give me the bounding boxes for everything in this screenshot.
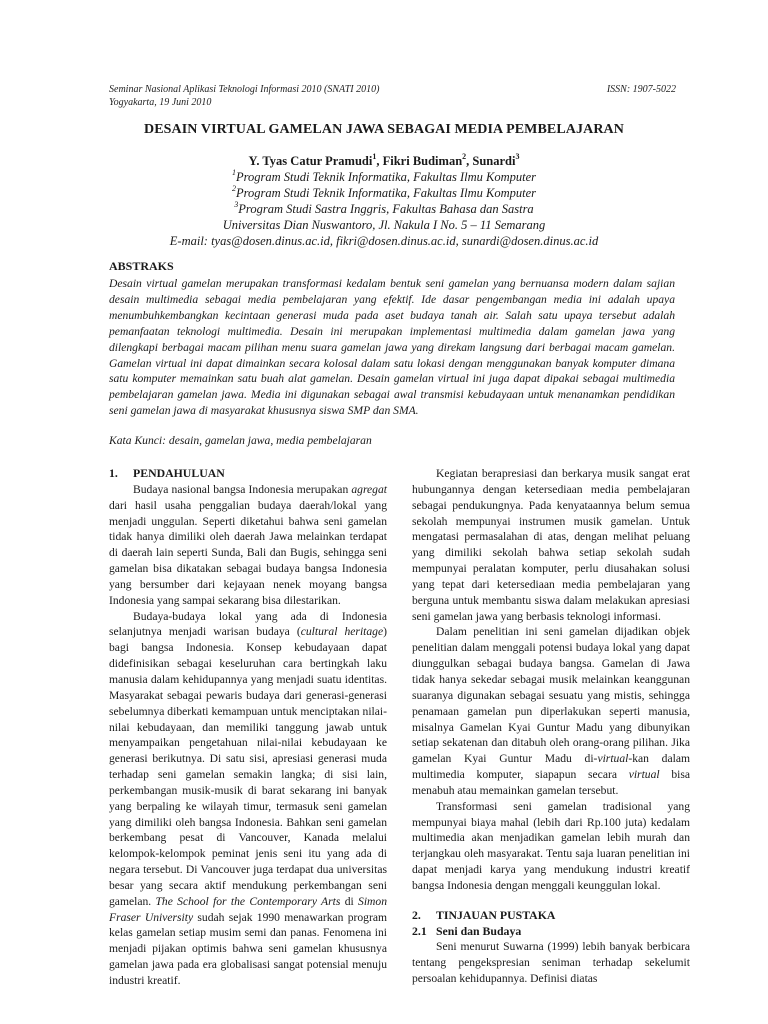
affiliation-3-text: Program Studi Sastra Inggris, Fakultas Bahasa dan Sastra	[238, 202, 534, 216]
author-1: Y. Tyas Catur Pramudi	[248, 154, 373, 168]
intro-paragraph-4	[412, 624, 690, 798]
italic-term: virtual	[597, 752, 629, 766]
subsection-title: Seni dan Budaya	[436, 923, 522, 938]
conference-location-date: Yogyakarta, 19 Juni 2010	[109, 97, 212, 108]
abstract-heading: ABSTRAKS	[109, 259, 174, 273]
intro-paragraph-1	[109, 482, 387, 609]
italic-term: agregat	[351, 482, 387, 496]
text-run: sudah sejak 1990 menawarkan program kelas gamelan setiap musim semi dan panas. Fenomena ini menjadi pijakan optimis bahwa seni gamelan khususnya gamelan jawa pada era globalisasi sangat potensial menuju industri kreatif.	[109, 910, 387, 987]
italic-term: The School for the Contemporary Arts	[155, 894, 341, 908]
text-run: dari hasil usaha penggalian budaya daerah/lokal yang menjadi unggulan. Seperti diketahui bahwa seni gamelan tidak hanya dimiliki oleh daerah Jawa melainkan terdapat di daerah lain seperti Sunda, Bali dan Bugis, sehingga seni gamelan bisa dikatakan sebagai budaya bangsa Indonesia yang bersumber dari kejayaan nenek moyang bangsa Indonesia yang sampai sekarang bisa dilestarikan.	[109, 498, 387, 607]
affiliation-3	[0, 201, 768, 217]
literature-paragraph-1: Seni menurut Suwarna (1999) lebih banyak berbicara tentang pengekspresian seniman terhadap sekelumit persoalan kehidupannya. Definisi diatas	[412, 940, 690, 986]
issn-label: ISSN: 1907-5022	[606, 84, 676, 95]
abstract-text: Desain virtual gamelan merupakan transformasi kedalam bentuk seni gamelan yang bernuansa modern dalam sajian desain multimedia sebagai media pembelajaran yang efektif. Ide dasar pengembangan media ini adalah upaya menumbuhkembangkan kecintaan generasi muda pada aset budaya tanah air. Salah satu upaya tersebut adalah pemanfaatan teknologi multimedia. Desain ini merupakan implementasi multimedia dalam gamelan jawa yang dilengkapi berbagai macam pilihan menu suara gamelan jawa yang direkam langsung dari berbagai macam gamelan. Gamelan virtual ini dapat dimainkan secara kolosal dalam satu lokasi dengan menggunakan banyak komputer dimana satu komputer memainkan satu buah alat gamelan. Desain gamelan virtual ini juga dapat dipakai sebagai multimedia pembelajaran gamelan jawa. Media ini digunakan sebagai awal transmisi kebudayaan untuk menanamkan pendidikan seni gamelan jawa di masyarakat khususnya siswa SMP dan SMA.	[109, 277, 675, 418]
italic-term: Simon Fraser University	[109, 894, 387, 924]
affiliation-1-text: Program Studi Teknik Informatika, Fakultas Ilmu Komputer	[235, 170, 537, 184]
author-1-sup: 1	[372, 151, 377, 161]
affiliation-2-sup: 2	[231, 183, 236, 193]
paper-title: DESAIN VIRTUAL GAMELAN JAWA SEBAGAI MEDIA PEMBELAJARAN	[144, 122, 624, 137]
author-2-sup: 2	[462, 151, 467, 161]
text-run: ) bagi bangsa Indonesia. Konsep kebudayaan dapat didefinisikan sebagai keseluruhan cara bertingkah laku manusia dalam kehidupannya yang menjadi suatu identitas. Masyarakat sebagai pewaris budaya dari generasi-generasi sebelumnya diberkati kemampuan untuk menciptakan nilai-nilai kebudayaan, dan memiliki tanggung jawab untuk menyampaikan pengetahuan nilai-nilai kebudayaan ke generasi berikutnya. Di satu sisi, apresiasi generasi muda terhadap seni gamelan semakin langka; di sisi lain, perkembangan musik-musik di barat sekarang ini banyak yang berpaling ke wilayah timur, termasuk seni gamelan yang dimiliki oleh bangsa Indonesia. Bahkan seni gamelan berkembang pesat di Vancouver, Kanada melalui kelompok-kelompok peminat jenis seni itu yang ada di negara tersebut. Di Vancouver juga terdapat dua universitas besar yang secara aktif mendukung perkembangan seni gamelan.	[109, 625, 388, 908]
section-number: 1.	[109, 466, 118, 480]
affiliation-1-sup: 1	[231, 167, 236, 177]
text-run: bisa menabuh atau memainkan gamelan tersebut.	[412, 768, 690, 797]
conference-name: Seminar Nasional Aplikasi Teknologi Informasi 2010 (SNATI 2010)	[109, 84, 380, 95]
email-line: E-mail: tyas@dosen.dinus.ac.id, fikri@dosen.dinus.ac.id, sunardi@dosen.dinus.ac.id	[169, 234, 599, 248]
affiliation-3-sup: 3	[234, 199, 239, 209]
left-column	[109, 466, 387, 989]
intro-paragraph-5: Transformasi seni gamelan tradisional yang mempunyai biaya mahal (lebih dari Rp.100 juta) kedalam multimedia akan menjadikan gamelan lebih murah dan terjangkau oleh masyarakat. Tentu saja luaran penelitian ini dapat menjadi karya yang mendukung industri kreatif bangsa Indonesia dengan menggali keunggulan lokal.	[412, 799, 690, 892]
text-run: di	[340, 894, 359, 908]
university-address: Universitas Dian Nuswantoro, Jl. Nakula I No. 5 – 11 Semarang	[222, 218, 546, 232]
author-3: Sunardi	[472, 154, 516, 168]
italic-term: virtual	[628, 768, 660, 782]
section-title: PENDAHULUAN	[133, 466, 225, 480]
text-run: Dalam penelitian ini seni gamelan dijadikan objek penelitian dalam menggali potensi budaya lokal yang dapat diunggulkan sebagai budaya bangsa. Gamelan di Jawa tidak hanya sekedar sebagai musik melainkan keanggunan suaranya digunakan sebagai sesuatu yang mistis, sehingga penamaan gamelan pun diperlakukan seperti manusia, misalnya Gamelan Kyai Guntur Madu yang dibunyikan setiap sekatenan dan ditabuh oleh orang-orang pilihan. Jika gamelan Kyai Guntur Madu di-	[412, 625, 690, 766]
section-number: 2.	[412, 907, 421, 922]
section-title: TINJAUAN PUSTAKA	[436, 907, 556, 922]
author-names: Y. Tyas Catur Pramudi$^1$, Fikri Budiman$^2$, Sunardi$^3$	[248, 151, 520, 168]
subsection-number: 2.1	[412, 923, 427, 938]
text-run: Budaya nasional bangsa Indonesia merupakan	[133, 482, 352, 496]
section-heading-introduction	[109, 466, 387, 482]
affiliation-2	[0, 185, 768, 201]
affiliation-2-text: Program Studi Teknik Informatika, Fakultas Ilmu Komputer	[235, 186, 537, 200]
author-3-sup: 3	[515, 151, 520, 161]
intro-paragraph-3: Kegiatan berapresiasi dan berkarya musik sangat erat hubungannya dengan ketersediaan media pembelajaran sebagai pendukungnya. Pada kenyataannya belum semua sekolah mempunyai instrumen musik gamelan. Untuk mengatasi permasalahan di atas, dengan melihat peluang yang dimiliki sekolah bahwa setiap sekolah sudah mempunyai peralatan komputer, perlu diusahakan solusi yang tepat dari ketersediaan media pembelajaran yang berguna untuk membantu siswa dalam melakukan apresiasi seni gamelan jawa yang berbasis teknologi informasi.	[412, 467, 690, 623]
affiliation-1	[0, 169, 768, 185]
italic-term: cultural heritage	[300, 625, 384, 639]
author-2: Fikri Budiman	[382, 154, 463, 168]
running-header-left	[109, 83, 379, 109]
section-heading-literature-review	[412, 908, 690, 924]
right-column	[412, 466, 690, 987]
abstract-section	[109, 259, 675, 419]
intro-paragraph-2	[109, 609, 387, 989]
author-block	[0, 153, 768, 249]
text-run: -kan dalam multimedia komputer, siapapun secara	[412, 752, 690, 782]
text-run: Budaya-budaya lokal yang ada di Indonesia selanjutnya menjadi warisan budaya (	[109, 609, 387, 639]
keywords: Kata Kunci: desain, gamelan jawa, media pembelajaran	[109, 434, 372, 447]
subsection-heading-art-culture	[412, 924, 690, 940]
